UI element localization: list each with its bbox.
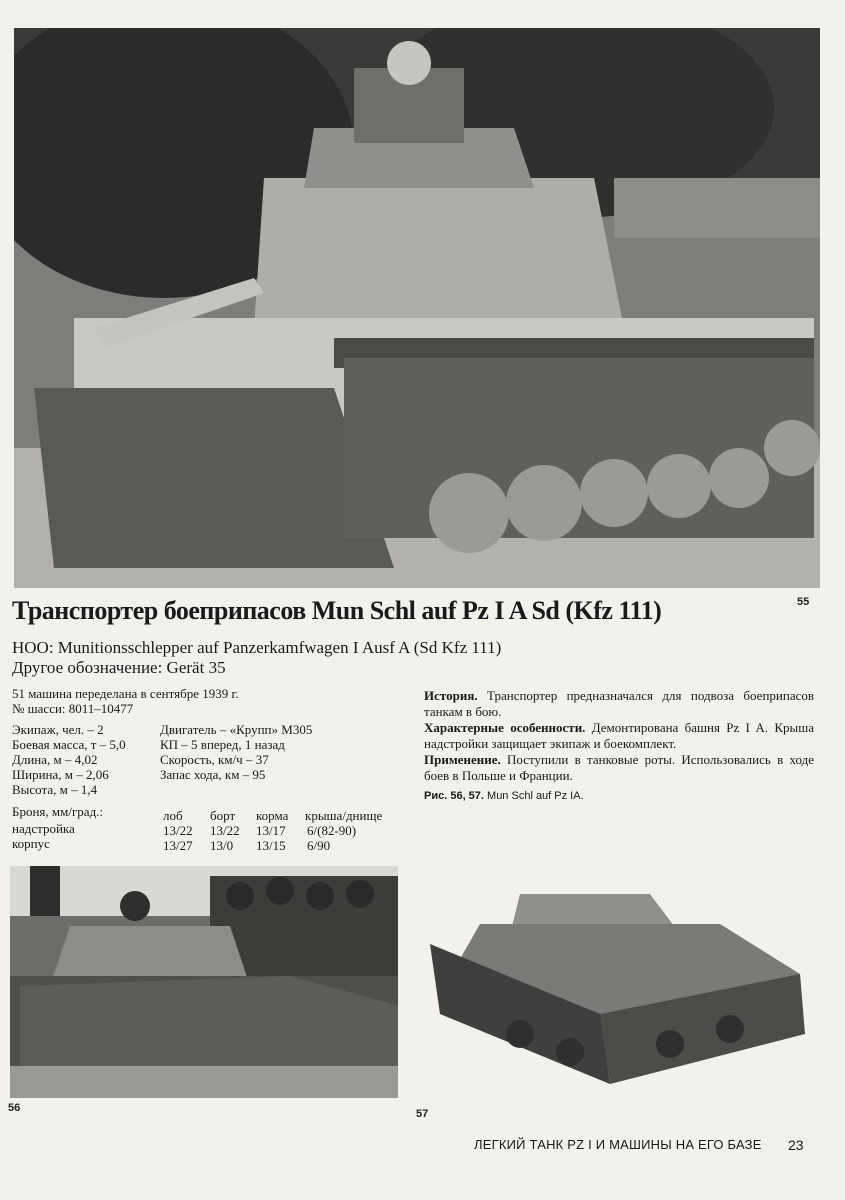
usage-paragraph bbox=[424, 752, 814, 784]
armor-cell: 13/0 bbox=[210, 838, 234, 853]
spec-weight: Боевая масса, т – 5,0 bbox=[12, 737, 126, 752]
armor-cell: 13/15 bbox=[256, 838, 286, 853]
spec-height: Высота, м – 1,4 bbox=[12, 782, 98, 797]
armor-cell: 13/22 bbox=[163, 823, 193, 838]
page-number: 23 bbox=[788, 1137, 804, 1153]
history-paragraph bbox=[424, 688, 814, 720]
photo-55 bbox=[14, 28, 820, 588]
features-label: Характерные особенности. bbox=[424, 720, 586, 735]
figure-number-57: 57 bbox=[416, 1108, 429, 1120]
usage-label: Применение. bbox=[424, 752, 501, 767]
spec-range: Запас хода, км – 95 bbox=[160, 767, 266, 782]
spec-crew: Экипаж, чел. – 2 bbox=[12, 722, 104, 737]
spec-length: Длина, м – 4,02 bbox=[12, 752, 98, 767]
armor-cell: 13/17 bbox=[256, 823, 286, 838]
figure-number-55: 55 bbox=[797, 596, 810, 608]
caption-label: Рис. 56, 57. bbox=[424, 790, 484, 802]
figure-caption bbox=[424, 790, 584, 802]
armor-row-label: корпус bbox=[12, 836, 50, 851]
armor-col-side: борт bbox=[210, 808, 236, 823]
armor-cell: 13/22 bbox=[210, 823, 240, 838]
photo-57 bbox=[420, 884, 806, 1084]
armor-cell: 6/(82-90) bbox=[307, 823, 357, 838]
spec-engine: Двигатель – «Крупп» М305 bbox=[160, 722, 313, 737]
armor-col-roof-floor: крыша/днище bbox=[305, 808, 383, 823]
spec-gearbox: КП – 5 вперед, 1 назад bbox=[160, 737, 285, 752]
conversion-note: 51 машина переделана в сентябре 1939 г. bbox=[12, 686, 239, 701]
armor-col-front: лоб bbox=[163, 808, 183, 823]
spec-speed: Скорость, км/ч – 37 bbox=[160, 752, 269, 767]
running-head: ЛЕГКИЙ ТАНК PZ I И МАШИНЫ НА ЕГО БАЗЕ bbox=[474, 1137, 762, 1152]
armor-col-rear: корма bbox=[256, 808, 289, 823]
armor-cell: 13/27 bbox=[163, 838, 193, 853]
history-label: История. bbox=[424, 688, 478, 703]
features-paragraph bbox=[424, 720, 814, 752]
usage-text: Поступили в танковые роты. Использовались в ходе боев в Польше и Франции. bbox=[424, 752, 814, 783]
chassis-numbers: № шасси: 8011–10477 bbox=[12, 701, 134, 716]
figure-number-56: 56 bbox=[8, 1102, 21, 1114]
spec-width: Ширина, м – 2,06 bbox=[12, 767, 109, 782]
caption-text: Mun Schl auf Pz IA. bbox=[487, 790, 584, 802]
official-designation: НОО: Munitionsschlepper auf Panzerkamfwagen I Ausf A (Sd Kfz 111) bbox=[12, 638, 502, 657]
article-title: Транспортер боеприпасов Mun Schl auf Pz I A Sd (Kfz 111) bbox=[12, 596, 662, 625]
photo-56 bbox=[10, 866, 398, 1098]
other-designation: Другое обозначение: Gerät 35 bbox=[12, 658, 226, 677]
armor-cell: 6/90 bbox=[307, 838, 331, 853]
armor-header-label: Броня, мм/град.: bbox=[12, 804, 104, 819]
features-text: Демонтирована башня Pz I A. Крыша надстройки защищает экипаж и боекомплект. bbox=[424, 720, 815, 751]
history-text: Транспортер предназначался для подвоза боеприпасов танкам в бою. bbox=[424, 688, 815, 719]
armor-row-label: надстройка bbox=[12, 821, 75, 836]
